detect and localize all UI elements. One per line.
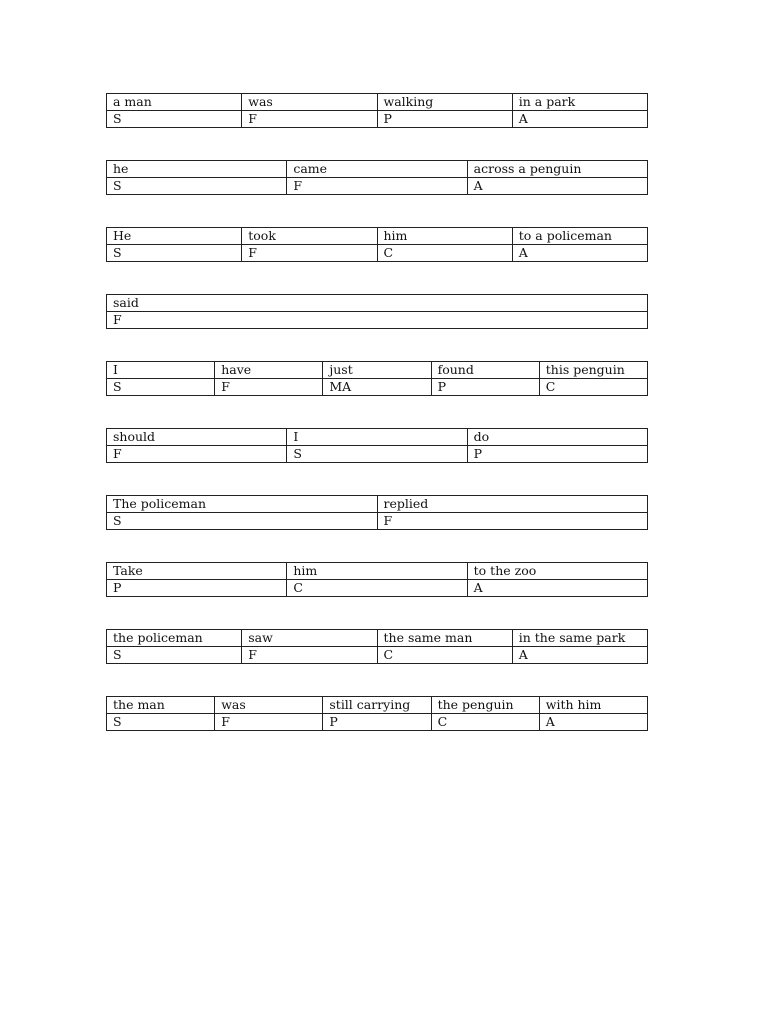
label-cell: F xyxy=(107,312,648,329)
label-cell: F xyxy=(242,111,377,128)
word-row xyxy=(107,563,648,580)
label-cell: A xyxy=(467,178,647,195)
label-cell: P xyxy=(377,111,512,128)
word-cell: across a penguin xyxy=(467,161,647,178)
label-row xyxy=(107,312,648,329)
word-cell: he xyxy=(107,161,287,178)
label-row xyxy=(107,647,648,664)
label-row xyxy=(107,714,648,731)
label-cell: C xyxy=(287,580,467,597)
word-cell: found xyxy=(431,362,539,379)
word-row xyxy=(107,295,648,312)
label-cell: MA xyxy=(323,379,431,396)
word-cell: have xyxy=(215,362,323,379)
word-cell: do xyxy=(467,429,647,446)
label-cell: F xyxy=(242,245,377,262)
clause-analysis-tables xyxy=(106,93,648,763)
word-cell: the man xyxy=(107,697,215,714)
word-cell: walking xyxy=(377,94,512,111)
word-row xyxy=(107,429,648,446)
word-cell: the policeman xyxy=(107,630,242,647)
word-cell: a man xyxy=(107,94,242,111)
label-cell: S xyxy=(107,379,215,396)
word-row xyxy=(107,630,648,647)
word-cell: the penguin xyxy=(431,697,539,714)
label-cell: C xyxy=(377,647,512,664)
clause-table-9 xyxy=(106,629,648,664)
word-cell: the same man xyxy=(377,630,512,647)
label-cell: S xyxy=(107,714,215,731)
clause-table-2 xyxy=(106,160,648,195)
label-cell: F xyxy=(287,178,467,195)
label-row xyxy=(107,111,648,128)
word-cell: saw xyxy=(242,630,377,647)
label-cell: S xyxy=(107,647,242,664)
label-row xyxy=(107,178,648,195)
word-row xyxy=(107,161,648,178)
label-cell: F xyxy=(215,714,323,731)
word-cell: came xyxy=(287,161,467,178)
word-cell: Take xyxy=(107,563,287,580)
word-cell: with him xyxy=(539,697,647,714)
label-cell: P xyxy=(107,580,287,597)
clause-table-1 xyxy=(106,93,648,128)
word-cell: replied xyxy=(377,496,648,513)
word-cell: He xyxy=(107,228,242,245)
word-cell: The policeman xyxy=(107,496,378,513)
label-row xyxy=(107,379,648,396)
word-row xyxy=(107,496,648,513)
word-cell: was xyxy=(242,94,377,111)
label-cell: S xyxy=(287,446,467,463)
label-row xyxy=(107,513,648,530)
word-row xyxy=(107,228,648,245)
label-cell: C xyxy=(377,245,512,262)
label-row xyxy=(107,245,648,262)
clause-table-10 xyxy=(106,696,648,731)
word-cell: I xyxy=(107,362,215,379)
word-cell: said xyxy=(107,295,648,312)
label-cell: A xyxy=(512,245,647,262)
clause-table-5 xyxy=(106,361,648,396)
label-cell: S xyxy=(107,178,287,195)
word-cell: was xyxy=(215,697,323,714)
label-row xyxy=(107,580,648,597)
label-cell: S xyxy=(107,245,242,262)
label-cell: C xyxy=(539,379,647,396)
word-cell: should xyxy=(107,429,287,446)
word-row xyxy=(107,697,648,714)
clause-table-4 xyxy=(106,294,648,329)
label-cell: A xyxy=(512,647,647,664)
label-cell: P xyxy=(467,446,647,463)
label-cell: F xyxy=(107,446,287,463)
clause-table-3 xyxy=(106,227,648,262)
label-cell: A xyxy=(467,580,647,597)
clause-table-7 xyxy=(106,495,648,530)
label-row xyxy=(107,446,648,463)
label-cell: S xyxy=(107,513,378,530)
label-cell: F xyxy=(377,513,648,530)
clause-table-6 xyxy=(106,428,648,463)
word-cell: him xyxy=(377,228,512,245)
word-cell: this penguin xyxy=(539,362,647,379)
word-cell: him xyxy=(287,563,467,580)
word-cell: I xyxy=(287,429,467,446)
label-cell: P xyxy=(431,379,539,396)
word-cell: in a park xyxy=(512,94,647,111)
word-cell: to the zoo xyxy=(467,563,647,580)
word-cell: still carrying xyxy=(323,697,431,714)
label-cell: S xyxy=(107,111,242,128)
word-cell: in the same park xyxy=(512,630,647,647)
word-row xyxy=(107,362,648,379)
word-cell: took xyxy=(242,228,377,245)
label-cell: F xyxy=(242,647,377,664)
label-cell: A xyxy=(539,714,647,731)
label-cell: F xyxy=(215,379,323,396)
label-cell: A xyxy=(512,111,647,128)
label-cell: P xyxy=(323,714,431,731)
label-cell: C xyxy=(431,714,539,731)
clause-table-8 xyxy=(106,562,648,597)
word-row xyxy=(107,94,648,111)
word-cell: to a policeman xyxy=(512,228,647,245)
word-cell: just xyxy=(323,362,431,379)
